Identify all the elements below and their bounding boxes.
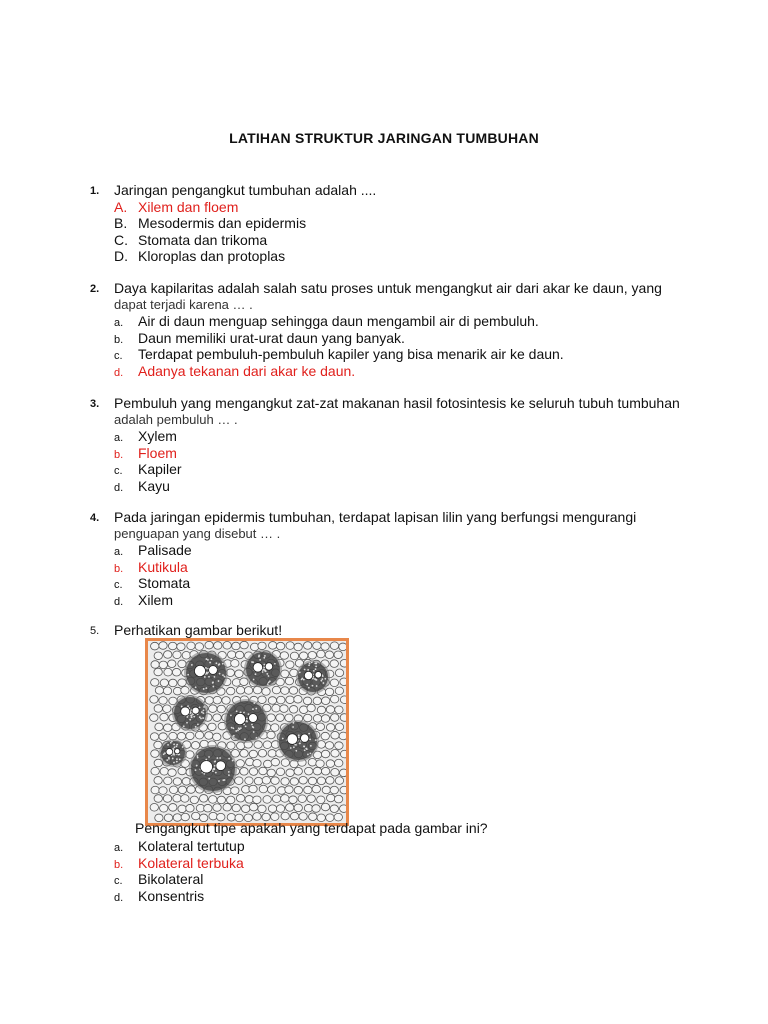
option-d xyxy=(114,592,690,609)
option-label: b. xyxy=(114,448,124,461)
question-5-caption: Pengangkut tipe apakah yang terdapat pada gambar ini? xyxy=(135,820,488,836)
option-label: c. xyxy=(114,465,123,477)
option-label: b. xyxy=(114,562,124,575)
option-b xyxy=(114,215,690,232)
option-list xyxy=(114,313,690,379)
option-text: Stomata dan trikoma xyxy=(138,231,268,248)
option-text: Stomata xyxy=(138,575,191,591)
option-label: D. xyxy=(114,248,128,264)
plant-tissue-micrograph xyxy=(145,638,349,826)
question-5-options xyxy=(90,838,690,904)
question-number: 3. xyxy=(90,398,100,410)
option-text: Xylem xyxy=(138,428,177,444)
option-text: Kloroplas dan protoplas xyxy=(138,248,286,264)
option-text: Kayu xyxy=(138,477,170,494)
option-label: C. xyxy=(114,231,128,248)
option-b xyxy=(114,559,690,576)
question-number: 4. xyxy=(90,512,100,524)
question-1 xyxy=(90,182,690,265)
option-label: b. xyxy=(114,858,124,871)
question-text: Perhatikan gambar berikut! xyxy=(114,622,283,638)
option-a xyxy=(114,313,690,330)
option-list xyxy=(114,199,690,265)
option-d xyxy=(114,888,690,905)
option-text: Xilem xyxy=(138,591,174,608)
option-d xyxy=(114,363,690,380)
option-label: d. xyxy=(114,595,124,608)
option-text: Bikolateral xyxy=(138,871,204,887)
option-c xyxy=(114,232,690,249)
option-a xyxy=(114,199,690,216)
question-text-continuation: dapat terjadi karena … . xyxy=(114,296,253,312)
option-c xyxy=(114,461,690,478)
question-2 xyxy=(90,280,690,379)
option-b xyxy=(114,330,690,347)
option-c xyxy=(114,575,690,592)
question-number: 5. xyxy=(90,625,100,637)
option-b xyxy=(114,855,690,872)
option-text: Floem xyxy=(138,444,177,461)
question-text-continuation: adalah pembuluh … . xyxy=(114,411,238,427)
option-text: Air di daun menguap sehingga daun mengambil air di pembuluh. xyxy=(138,313,539,329)
option-text: Palisade xyxy=(138,542,192,558)
option-text: Kutikula xyxy=(138,558,188,575)
option-text: Adanya tekanan dari akar ke daun. xyxy=(138,362,356,379)
option-c xyxy=(114,871,690,888)
question-4 xyxy=(90,509,690,608)
option-label: d. xyxy=(114,891,124,904)
option-label: d. xyxy=(114,366,124,379)
option-text: Kolateral tertutup xyxy=(138,838,245,854)
option-label: c. xyxy=(114,875,123,887)
option-text: Daun memiliki urat-urat daun yang banyak. xyxy=(138,329,405,346)
option-b xyxy=(114,445,690,462)
option-list xyxy=(114,542,690,608)
option-label: c. xyxy=(114,579,123,591)
option-text: Konsentris xyxy=(138,887,205,904)
question-3 xyxy=(90,395,690,494)
option-label: a. xyxy=(114,317,124,329)
option-text: Kapiler xyxy=(138,461,182,477)
question-text xyxy=(114,280,690,313)
question-text-line: Pembuluh yang mengangkut zat-zat makanan hasil fotosintesis ke seluruh tubuh tumbuhan xyxy=(114,395,680,411)
question-number: 1. xyxy=(90,185,100,197)
option-label: B. xyxy=(114,215,128,231)
question-text xyxy=(114,509,690,542)
vascular-bundle-image xyxy=(148,641,346,823)
option-label: d. xyxy=(114,481,124,494)
page-title: LATIHAN STRUKTUR JARINGAN TUMBUHAN xyxy=(229,130,539,146)
question-text: Jaringan pengangkut tumbuhan adalah .... xyxy=(114,182,377,198)
question-text-line: Daya kapilaritas adalah salah satu proses untuk mengangkut air dari akar ke daun, yang xyxy=(114,280,662,296)
option-a xyxy=(114,838,690,855)
option-text: Kolateral terbuka xyxy=(138,854,244,871)
option-list xyxy=(114,838,690,904)
question-text xyxy=(114,395,690,428)
option-label: c. xyxy=(114,350,123,362)
option-label: b. xyxy=(114,333,124,346)
option-text: Xilem dan floem xyxy=(138,198,239,215)
question-number: 2. xyxy=(90,283,100,295)
option-d xyxy=(114,478,690,495)
option-list xyxy=(114,428,690,494)
question-text-continuation: penguapan yang disebut … . xyxy=(114,525,281,541)
option-text: Terdapat pembuluh-pembuluh kapiler yang bisa menarik air ke daun. xyxy=(138,346,564,362)
option-text: Mesodermis dan epidermis xyxy=(138,215,307,231)
option-d xyxy=(114,248,690,265)
option-label: a. xyxy=(114,432,124,444)
option-label: a. xyxy=(114,842,124,854)
option-a xyxy=(114,542,690,559)
option-label: A. xyxy=(114,198,128,215)
question-text-line: Pada jaringan epidermis tumbuhan, terdapat lapisan lilin yang berfungsi mengurangi xyxy=(114,509,637,525)
option-a xyxy=(114,428,690,445)
option-label: a. xyxy=(114,546,124,558)
question-5 xyxy=(90,622,690,639)
option-c xyxy=(114,346,690,363)
